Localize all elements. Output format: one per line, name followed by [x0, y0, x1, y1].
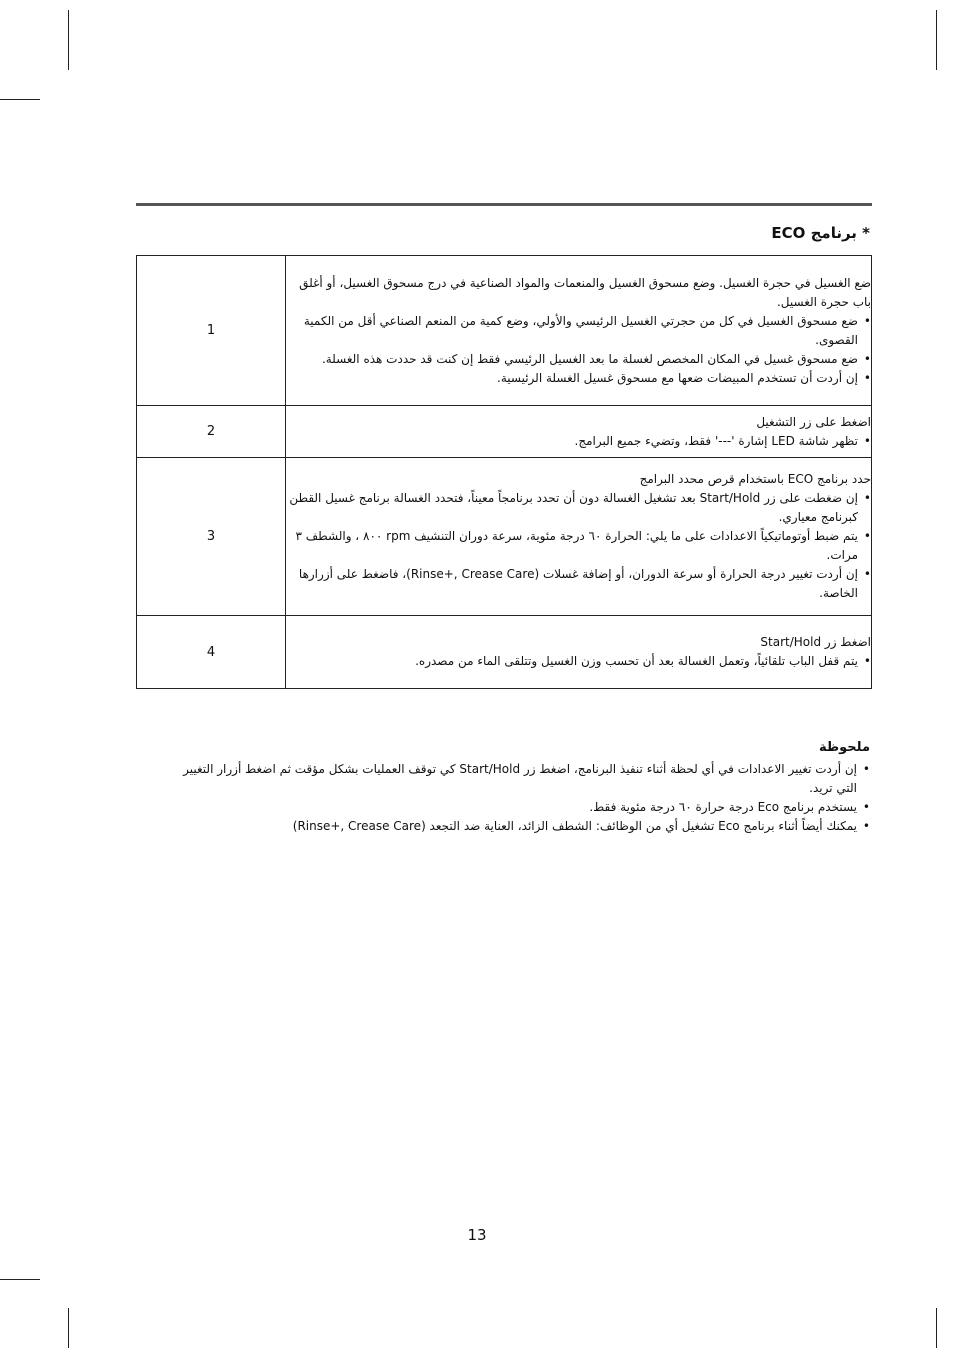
list-item: • يتم ضبط أوتوماتيكياً الاعدادات على ما يلي: الحرارة ٦٠ درجة مئوية، سرعة دوران التنشيف rpm ٨٠٠ ، والشطف ٣ مرات. [286, 527, 871, 565]
step-intro: حدد برنامج ECO باستخدام قرص محدد البرامج [639, 472, 871, 486]
step-bullets [286, 432, 871, 451]
crop-mark [68, 1308, 69, 1348]
section-divider [136, 203, 872, 206]
step-description [286, 616, 872, 689]
list-item: • يتم قفل الباب تلقائياً، وتعمل الغسالة بعد أن تحسب وزن الغسيل وتتلقى الماء من مصدره. [286, 652, 871, 671]
step-number: 3 [137, 458, 286, 616]
step-bullets [286, 489, 871, 603]
crop-mark [0, 1279, 40, 1280]
step-description [286, 458, 872, 616]
step-description [286, 256, 872, 406]
list-item: • ضع مسحوق الغسيل في كل من حجرتي الغسيل الرئيسي والأولي، وضع كمية من المنعم الصناعي أقل من الكمية القصوى. [286, 312, 871, 350]
list-item: • إن أردت تغيير الاعدادات في أي لحظة أثناء تنفيذ البرنامج، اضغط زر Start/Hold كي توقف العمليات بشكل مؤقت ثم اضغط أزرار التغيير التي تريد. [164, 760, 870, 798]
steps-table [136, 255, 872, 689]
step-intro: ضع الغسيل في حجرة الغسيل. وضع مسحوق الغسيل والمنعمات والمواد الصناعية في درج مسحوق الغسيل، أو أغلق باب حجرة الغسيل. [299, 275, 871, 309]
step-number: 2 [137, 406, 286, 458]
step-description [286, 406, 872, 458]
list-item: • إن ضغطت على زر Start/Hold بعد تشغيل الغسالة دون أن تحدد برنامجاً معيناً، فتحدد الغسالة برنامج غسيل القطن كبرنامج معياري. [286, 489, 871, 527]
table-row [137, 458, 872, 616]
crop-mark [936, 10, 937, 70]
section-title: * برنامج ECO [771, 224, 870, 242]
step-number: 1 [137, 256, 286, 406]
list-item: • يمكنك أيضاً أثناء برنامج Eco تشغيل أي من الوظائف: الشطف الزائد، العناية ضد التجعد (Rinse+, Crease Care) [164, 817, 870, 836]
step-bullets [286, 652, 871, 671]
step-bullets [286, 312, 871, 388]
step-intro: اضغط زر Start/Hold [760, 635, 871, 649]
page-number: 13 [467, 1226, 487, 1244]
list-item: • تظهر شاشة LED إشارة '---' فقط، وتضيء جميع البرامج. [286, 432, 871, 451]
list-item: • يستخدم برنامج Eco درجة حرارة ٦٠ درجة مئوية فقط. [164, 798, 870, 817]
crop-mark [0, 99, 40, 100]
table-row [137, 616, 872, 689]
crop-mark [936, 1308, 937, 1348]
notes-list [164, 760, 870, 836]
list-item: • إن أردت أن تستخدم المبيضات ضعها مع مسحوق غسيل الغسلة الرئيسية. [286, 369, 871, 388]
list-item: • ضع مسحوق غسيل في المكان المخصص لغسلة ما بعد الغسيل الرئيسي فقط إن كنت قد حددت هذه الغسلة. [286, 350, 871, 369]
table-row [137, 406, 872, 458]
list-item: • إن أردت تغيير درجة الحرارة أو سرعة الدوران، أو إضافة غسلات (Rinse+, Crease Care)، فاضغط على أزرارها الخاصة. [286, 565, 871, 603]
notes-section [164, 760, 870, 836]
step-number: 4 [137, 616, 286, 689]
step-intro: اضغط على زر التشغيل [756, 414, 871, 429]
notes-title: ملحوظة [818, 740, 870, 755]
crop-mark [68, 10, 69, 70]
table-row [137, 256, 872, 406]
